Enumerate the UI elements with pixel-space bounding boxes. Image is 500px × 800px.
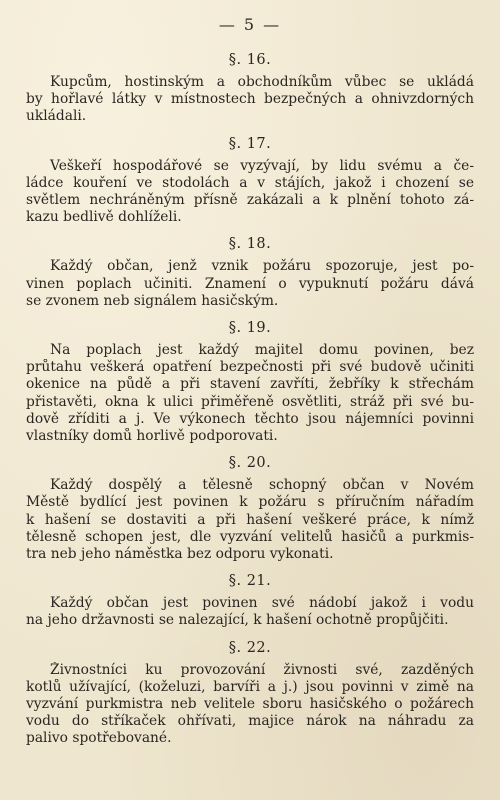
section-paragraph	[26, 595, 474, 629]
section-paragraph	[26, 342, 474, 445]
text-line: vinen poplach učiniti. Znamení o vypuknutí požáru dává	[26, 275, 474, 292]
text-line: Každý občan jest povinen své nádobí jakož i vodu	[50, 595, 474, 612]
text-line: by hořlavé látky v místnostech bezpečných a ohnivzdorných	[26, 91, 474, 108]
section-22	[26, 638, 474, 748]
text-line: průtahu veškerá opatření bezpečnosti při své budově učiniti	[26, 359, 474, 376]
section-heading: §. 16.	[228, 52, 272, 68]
text-line: okenice na půdě a při stavení zavříti, žebříky k střechám	[26, 376, 474, 393]
section-heading: §. 19.	[228, 320, 272, 337]
section-21	[26, 571, 474, 629]
text-line: Městě bydlící jest povinen k požáru s příručním nářadím	[26, 494, 474, 511]
text-line: tělesně schopen jest, dle vyzvání velitelů hasičů a purkmis-	[26, 528, 474, 545]
text-line: vyzvání purkmistra neb velitele sboru hasičského o požárech	[26, 696, 474, 713]
section-paragraph	[26, 158, 474, 227]
text-line: k hašení se dostaviti a při hašení veškeré práce, k nímž	[26, 511, 474, 528]
section-17	[26, 134, 474, 227]
text-line: vlastníky domů horlivě podporovati.	[26, 428, 278, 445]
section-heading: §. 21.	[228, 573, 272, 590]
text-line: Na poplach jest každý majitel domu povinen, bez	[50, 342, 474, 359]
text-line: vodu do stříkaček ohřívati, majice nárok na náhradu za	[26, 713, 474, 730]
section-heading: §. 18.	[228, 236, 272, 253]
section-paragraph	[26, 258, 474, 310]
text-line: kotlů užívající, (koželuzi, barvíři a j.) jsou povinni v zimě na	[26, 678, 474, 695]
section-heading: §. 22.	[228, 639, 272, 656]
section-19	[26, 318, 474, 445]
section-heading: §. 20.	[228, 455, 272, 472]
text-line: palivo spotřebované.	[26, 730, 172, 747]
text-line: ukládali.	[26, 108, 87, 125]
section-paragraph	[26, 662, 474, 748]
page-number: — 5 —	[218, 15, 282, 34]
text-line: světlem nechráněným přísně zakázali a k plnění tohoto zá-	[26, 192, 474, 209]
text-line: Živnostníci ku provozování živnosti své, zazděných	[50, 661, 474, 678]
text-line: Veškeří hospodářové se vyzývají, by lidu svému a če-	[50, 157, 474, 174]
text-line: kazu bedlivě dohlíželi.	[26, 209, 182, 226]
text-line: Každý občan, jenž vznik požáru spozoruje, jest po-	[50, 258, 474, 275]
section-paragraph	[26, 477, 474, 563]
section-18	[26, 234, 474, 310]
text-line: dově zříditi a j. Ve výkonech těchto jsou nájemníci povinni	[26, 410, 474, 427]
text-line: ládce kouření ve stodolách a v stájích, jakož i chození se	[26, 174, 474, 191]
text-line: na jeho državnosti se nalezající, k hašení ochotně propůjčiti.	[26, 612, 449, 629]
text-line: se zvonem neb signálem hasičským.	[26, 292, 279, 309]
text-line: přistavěti, okna k ulici přiměřeně osvětliti, stráž při své bu-	[26, 393, 474, 410]
section-heading: §. 17.	[228, 135, 272, 152]
text-line: Kupcům, hostinským a obchodníkům vůbec se ukládá	[50, 74, 474, 90]
text-line: tra neb jeho náměstka bez odporu vykonati.	[26, 546, 334, 563]
section-20	[26, 453, 474, 563]
section-paragraph	[26, 74, 474, 126]
text-line: Každý dospělý a tělesně schopný občan v Novém	[50, 477, 474, 494]
section-16	[26, 50, 474, 126]
